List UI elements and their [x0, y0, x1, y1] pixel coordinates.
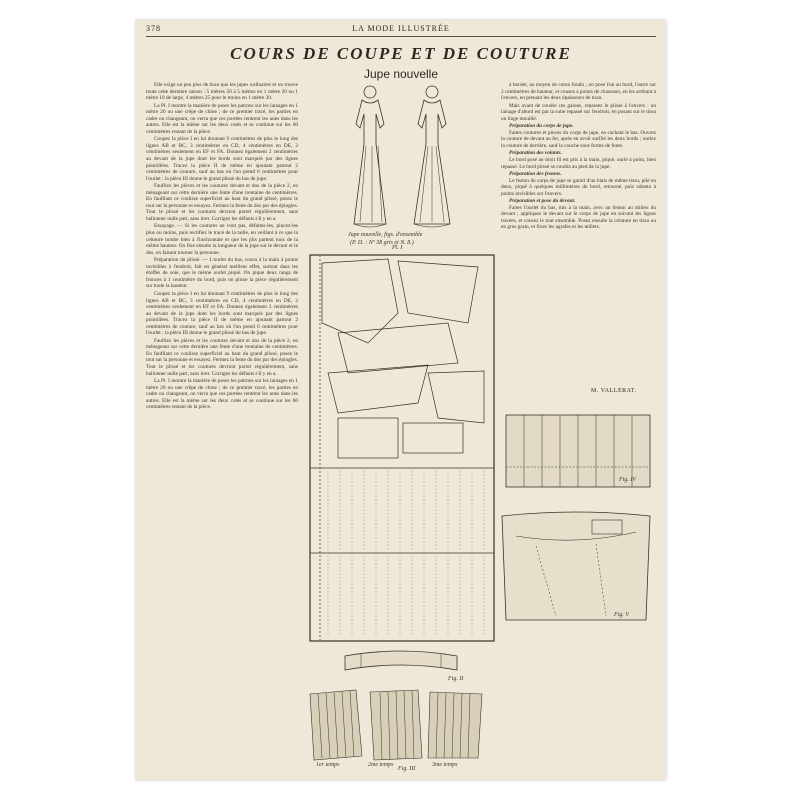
step-3-label: 3me temps: [432, 762, 458, 768]
pattern-diagram: [308, 253, 496, 643]
figure-5-waist: [496, 506, 656, 626]
pattern-plate: [308, 245, 496, 643]
step-1-label: 1er temps: [316, 762, 340, 768]
figure-caption: Jupe nouvelle, figs. d'ensemble: [348, 232, 423, 238]
paragraph: Faufilez les pièces et les coutures devant et dos de la pièce 2, en ménageant sur cette dernière une fente d'une trentaine de centimètres. En faufilant ce coulisse superficiel au haut du grand plissé, posez le tout sur la personne et essayez. Fermez la fente du dos par des épingles. Tout le plissé et les coutures devront porter régulièrement, sans ballonner nulle part, sans tirer. Corrigez les défauts s'il y en a.: [146, 337, 298, 377]
paragraph: Coupez la pièce I en lui donnant 9 centimètres de plus le long des lignes AB et BC, 3 centimètres en CD, 4 centimètres en DE, 2 centimètres seulement en EF et FA. Donnez également 2 centimètres au devant de la jupe dont les bords sont marqués par des lignes pointillées. Tracez la pièce II de même en ajoutant partout 2 centimètres de couture, sauf au bas où l'on prend 6 centimètres pour l'ourlet ; la pièce III donne le grand plissé du bas de jupe.: [146, 136, 298, 182]
paragraph: Mais avant de coudre ces galons, repassez le plissé à l'envers : un lainage d'abord est par la suite repassé sur l'endroit, en posant sur le tissu un linge mouillé.: [501, 102, 656, 122]
figure-3-pleats: [306, 688, 486, 764]
paragraph: La Pl. I montre la manière de poser les patrons sur les lainages en 1 mètre 20 ou une crêpe de chine ; de ce premier tracé, les parties en cadre ou changeant, on verra que ces portées rentrent les unes dans les autres. Elle est la même sur les deux cotés et se continue sur les 60 centimètres restant de la pièce.: [146, 102, 298, 135]
section-heading: Préparation et pose du devant.: [509, 198, 576, 205]
paragraph: Faufilez les pièces et les coutures devant et dos de la pièce 2, en ménageant sur cette dernière une fente d'une trentaine de centimètres. En faufilant ce coulisse superficiel au haut du grand plissé, posez le tout sur la personne et essayez. Fermez la fente du dos par des épingles. Tout le plissé et les coutures devront porter régulièrement, sans ballonner nulle part, sans tirer. Corrigez les défauts s'il y en a.: [146, 183, 298, 222]
paragraph: Elle exige un peu plus de tissu que les jupes ordinaires et on trouve toute cette dernière saison : 5 mètres 50 à 5 mètres en 1 mètre 20 ou 1 mètre 10 de large, 4 mètres 25 pour le moins en 1 mètre 20.: [146, 82, 298, 102]
magazine-page: [136, 20, 666, 780]
section-heading: Préparation des festons.: [509, 171, 562, 178]
article-subtitle: Jupe nouvelle: [363, 67, 439, 81]
section-heading: Préparation des volants.: [509, 150, 562, 157]
paragraph: Coupez la pièce I en lui donnant 9 centimètres de plus le long des lignes AB et BC, 3 centimètres en CD, 4 centimètres en DE, 2 centimètres seulement en EF et FA. Donnez également 2 centimètres au devant de la jupe dont les bords sont marqués par des lignes pointillées. Tracez la pièce II de même en ajoutant partout 2 centimètres de couture, sauf au bas où l'on prend 6 centimètres pour l'ourlet ; la pièce III donne le grand plissé du bas de jupe.: [146, 290, 298, 337]
section-heading: Préparation du corps de jupe.: [509, 123, 574, 130]
author-signature: M. VALLERAT.: [591, 388, 637, 394]
magazine-name: LA MODE ILLUSTRÉE: [352, 24, 450, 33]
dress-illustration: [332, 84, 472, 232]
right-text-column: [501, 82, 656, 330]
figure-2-label: Fig. II: [448, 676, 464, 682]
page-number: 378: [146, 24, 161, 33]
paragraph: Faites coutures et pinces du corps de jupe, en cachant le bas. Ouvrez la couture de devant au fer, après en avoir surfilé les deux bords ; ourlez la couture de derrière, sauf la couche sous forme de fente.: [501, 129, 656, 149]
figure-4-label: Fig. IV: [619, 477, 636, 483]
figure-3-label: Fig. III: [398, 766, 416, 772]
article-title: COURS DE COUPE ET DE COUTURE: [230, 44, 572, 63]
paragraph: Préparation du plissé. — L'ourlet du bas, cousu à la main à points invisibles à l'endroit, fait en général meilleur effet, surtout dans les étoffes de soie, que le même ourlet piqué. On pique deux rangs de fronces à 1 centimètre du bord, puis on plisse la pièce régulièrement sur toute la hauteur.: [146, 257, 298, 290]
paragraph: La Pl. I montre la manière de poser les patrons sur les lainages en 1 mètre 20 ou une crêpe de chine ; de ce premier tracé, les parties en cadre ou changeant, on verra que ces portées rentrent les unes dans les autres. Elle est la même sur les deux cotés et se continue sur les 60 centimètres restant de la pièce.: [146, 378, 298, 411]
paragraph: Le bord posé au droit fil est pris à la main, piqué, ourlé à point, bien repassé. Le bord plissé se coudra au pied de la jupe.: [501, 157, 656, 170]
figure-5-label: Fig. V: [614, 612, 629, 618]
header-rule: [146, 36, 656, 37]
page-header: [146, 24, 656, 36]
paragraph: Le feston du corps de jupe se garnit d'un biais de même tissu, plié en deux, piqué à quelques millimètres du bord, retourné, puis rabattu à points invisibles sur l'envers.: [501, 177, 656, 197]
step-2-label: 2me temps: [368, 762, 394, 768]
pattern-plate-label: Pl. I: [392, 245, 403, 251]
left-text-column: [146, 82, 298, 772]
figure-reference: (P. D. : Nº 38 gris et N. 8.): [350, 240, 414, 246]
paragraph: Essayage. — Si les coutures ne vont pas, défaites-les, pincez-les plus ou moins, puis rectifiez le tracé de la taille, en veillant à ce que la ceinture tombe bien à l'horizontale et que les plis partent tous de la même hauteur. On fixe ensuite la longueur de la jupe sur le devant et le dos, en faisant tourner la personne.: [146, 223, 298, 256]
paragraph: Faites l'ourlet du bas, mis à la main, avec un feston au milieu du devant ; appliquez le devant sur le corps de jupe en suivant les lignes tracées, et cousez le tout ensemble. Posez ensuite la ceinture en tissu ou en gros grain, et fixez les agrafes et les œillets.: [501, 204, 656, 231]
paragraph: à border, au moyen de coton fondu ; on pose l'un au bord, l'autre sur 2 centimètres de hauteur, et cousez à points de chausson, en les arrêtant à l'envers, en prenant les deux épaisseurs de tissu.: [501, 82, 656, 102]
figure-2-band: [341, 648, 461, 678]
